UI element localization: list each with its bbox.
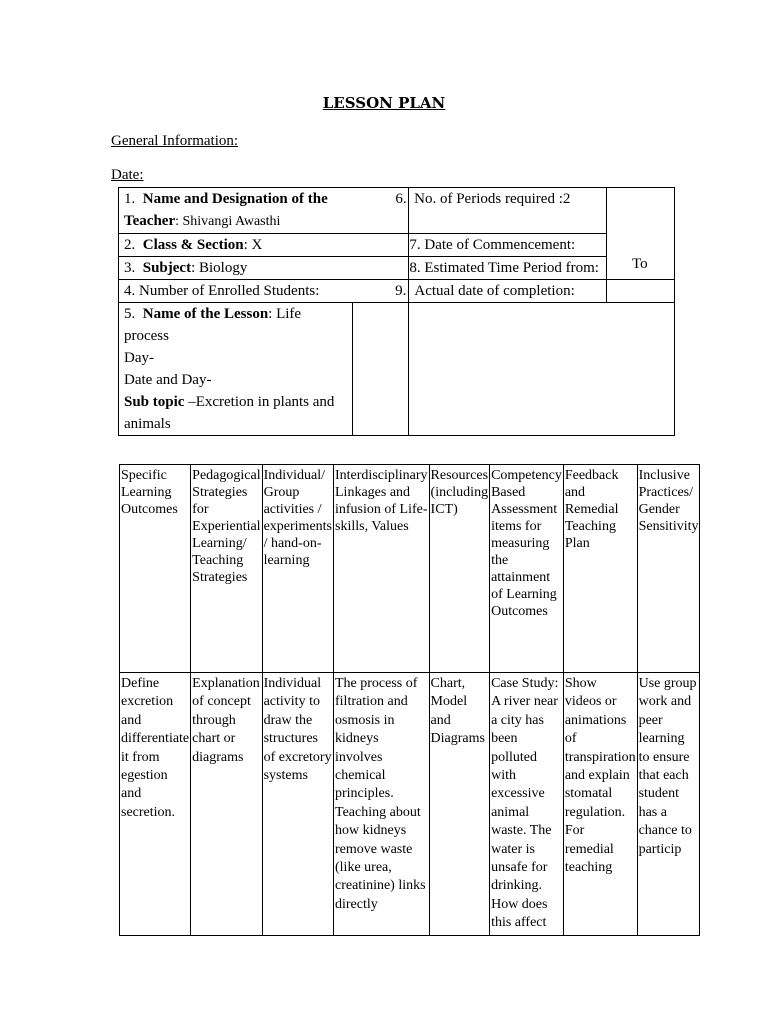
table-row [120,673,700,936]
header-cell: Inclusive Practices/ Gender Sensitivity [637,465,700,673]
info-row-subject: 3. Subject: Biology 8. Estimated Time Period from: [119,257,675,280]
header-cell: Individual/ Group activities / experiments / hand-on-learning [262,465,333,673]
date-label: Date: [111,167,144,183]
lesson-plan-table [119,464,700,936]
header-cell: Interdisciplinary Linkages and infusion of Life- skills, Values [334,465,430,673]
header-cell: Feedback and Remedial Teaching Plan [563,465,637,673]
lesson-cell: 5. Name of the Lesson: Life process Day- Date and Day- Sub topic –Excretion in plants and animals [119,303,353,436]
table-cell: Case Study: A river near a city has been polluted with excessive animal waste. The water is unsafe for drinking. How does this affect [490,673,564,936]
page-title: LESSON PLAN [322,94,446,112]
table-cell: Use group work and peer learning to ensure that each student has a chance to particip [637,673,700,936]
teacher-cell: 1. Name and Designation of the Teacher: Shivangi Awasthi [119,188,409,234]
header-cell: Resources (including ICT) [429,465,490,673]
info-row-class: 2. Class & Section: X 7. Date of Commencement: [119,234,675,257]
table-cell: Individual activity to draw the structures of excretory systems [262,673,333,936]
table-cell: Show videos or animations of transpiration and explain stomatal regulation. For remedial teaching [563,673,637,936]
table-cell: Chart, Model and Diagrams [429,673,490,936]
info-row-lesson [119,303,675,436]
to-label: To [632,256,648,272]
table-cell: Define excretion and differentiate it from egestion and secretion. [120,673,191,936]
info-row-teacher [119,188,675,234]
general-info-heading: General Information: [111,133,239,149]
estimated-time-cell: 8. Estimated Time Period from: [409,257,607,280]
info-row-students: 4. Number of Enrolled Students: 9. Actual date of completion: [119,280,675,303]
table-cell: Explanation of concept through chart or diagrams [191,673,262,936]
completion-cell: Actual date of completion: [409,280,607,303]
commencement-cell: 7. Date of Commencement: [409,234,607,257]
header-row [120,465,700,673]
header-cell: Specific Learning Outcomes [120,465,191,673]
table-cell: The process of filtration and osmosis in kidneys involves chemical principles. Teaching about how kidneys remove waste (like urea, creatinine) links directly [334,673,430,936]
info-table [118,187,675,436]
header-cell: Competency Based Assessment items for measuring the attainment of Learning Outcomes [490,465,564,673]
periods-cell: 6. No. of Periods required :2 [409,188,607,234]
header-cell: Pedagogical Strategies for Experiential Learning/ Teaching Strategies [191,465,262,673]
